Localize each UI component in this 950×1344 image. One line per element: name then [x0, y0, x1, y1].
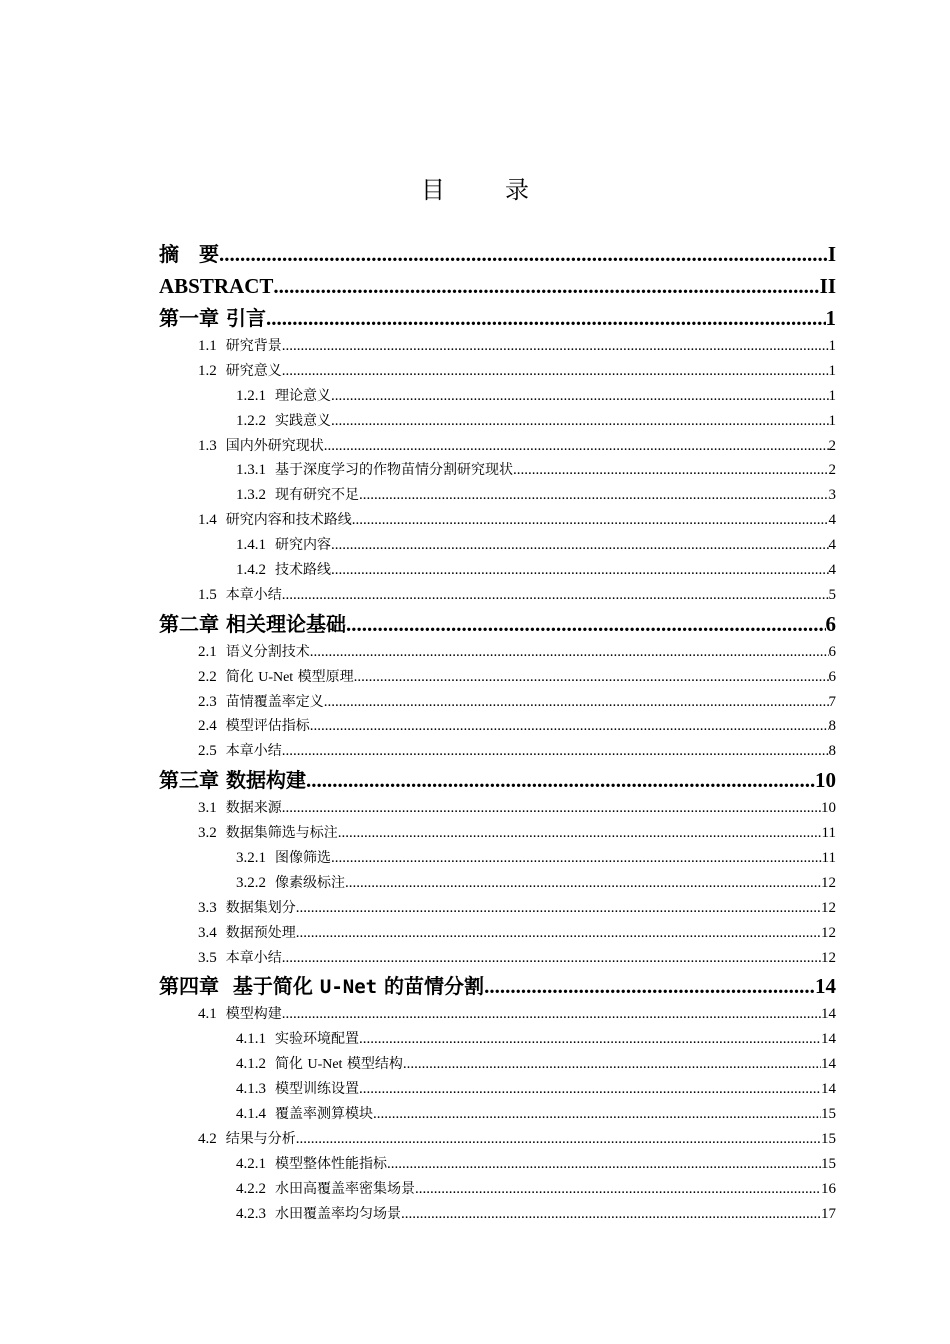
- toc-entry-title: 实践意义: [275, 412, 331, 429]
- toc-leader-dots: [359, 1077, 821, 1102]
- toc-entry-label: [236, 384, 331, 409]
- toc-entry-title: 语义分割技术: [225, 643, 310, 660]
- toc-entry-label: [198, 1127, 296, 1152]
- toc-page-number: 1: [828, 387, 836, 404]
- toc-leader-dots: [324, 690, 829, 715]
- toc-page-number: 2: [828, 462, 836, 479]
- toc-entry-number: 1.5: [198, 586, 217, 603]
- toc-page-number: 5: [828, 586, 836, 603]
- toc-leader-dots: [331, 558, 829, 583]
- toc-page-number: 14: [821, 1031, 836, 1048]
- toc-entry-label: [236, 1027, 359, 1052]
- toc-leader-dots: [282, 359, 829, 384]
- toc-section-entry[interactable]: [159, 1002, 836, 1027]
- toc-entry-label: [198, 946, 282, 971]
- toc-page-number: I: [827, 242, 836, 266]
- toc-leader-dots: [282, 739, 829, 764]
- toc-leader-dots: [387, 1152, 821, 1177]
- toc-entry-title-suffix: 的苗情分割: [377, 974, 485, 999]
- toc-page-number: 15: [821, 1106, 836, 1123]
- toc-page-number: 11: [821, 825, 836, 842]
- toc-section-entry[interactable]: [159, 359, 836, 384]
- toc-leader-dots: [282, 1002, 821, 1027]
- toc-page-number: 16: [821, 1180, 836, 1197]
- toc-entry-number: 3.3: [198, 899, 217, 916]
- toc-page-number: 14: [821, 1056, 836, 1073]
- toc-entry-title: 研究背景: [225, 338, 282, 354]
- toc-entry-label: [236, 1152, 387, 1177]
- toc-entry-title-prefix: 简化: [275, 1056, 308, 1073]
- toc-leader-dots: [282, 334, 829, 359]
- toc-entry-number: 4.2.2: [236, 1180, 266, 1197]
- toc-entry-title: 数据集筛选与标注: [225, 825, 338, 842]
- toc-entry-number: 1.3: [198, 437, 217, 454]
- toc-leader-dots: [296, 921, 821, 946]
- toc-entry-title: 基于深度学习的作物苗情分割研究现状: [275, 462, 513, 479]
- toc-subsection-entry[interactable]: [159, 1202, 836, 1227]
- toc-page-number: 4: [828, 562, 836, 579]
- toc-entry-label: [236, 458, 513, 483]
- toc-section-entry[interactable]: [159, 896, 836, 921]
- toc-entry-number: 3.5: [198, 949, 217, 966]
- toc-entry-number: 4.1.2: [236, 1056, 266, 1073]
- toc-entry-number: 1.1: [198, 338, 217, 354]
- toc-entry-title: 数据集划分: [225, 899, 296, 916]
- toc-entry-title: 研究意义: [225, 362, 282, 379]
- toc-page-number: 1: [825, 306, 836, 330]
- toc-subsection-entry[interactable]: [159, 871, 836, 896]
- toc-leader-dots: [352, 508, 829, 533]
- toc-entry-label: [159, 302, 266, 334]
- toc-entry-label: [159, 608, 346, 640]
- toc-entry-title: ABSTRACT: [159, 274, 274, 298]
- toc-page-number: 3: [828, 487, 836, 504]
- toc-entry-title-latin: U-Net: [307, 1057, 343, 1073]
- toc-leader-dots: [331, 384, 829, 409]
- toc-entry-title-latin: U-Net: [319, 976, 378, 999]
- toc-section-entry[interactable]: [159, 946, 836, 971]
- toc-leader-dots: [331, 846, 822, 871]
- toc-entry-label: [236, 1102, 373, 1127]
- toc-leader-dots: [484, 970, 815, 1002]
- toc-subsection-entry[interactable]: [159, 1077, 836, 1102]
- toc-entry-number: 1.2: [198, 362, 217, 379]
- toc-subsection-entry[interactable]: [159, 1102, 836, 1127]
- toc-page-number: 6: [828, 643, 836, 660]
- toc-entry-label: [198, 1002, 282, 1027]
- toc-section-entry[interactable]: [159, 921, 836, 946]
- toc-subsection-entry[interactable]: [159, 1027, 836, 1052]
- toc-entry-title: 模型评估指标: [225, 718, 310, 735]
- toc-chapter-entry[interactable]: [159, 970, 836, 1002]
- toc-page-number: 15: [821, 1155, 836, 1172]
- toc-entry-title: 结果与分析: [225, 1130, 296, 1147]
- toc-page-number: 11: [821, 850, 836, 867]
- toc-leader-dots: [282, 946, 821, 971]
- toc-chapter-entry[interactable]: [159, 238, 836, 270]
- toc-entry-label: [159, 270, 273, 302]
- toc-entry-title-latin: U-Net: [258, 669, 294, 685]
- toc-page-number: 14: [821, 1006, 836, 1023]
- toc-entry-number: 1.4.2: [236, 562, 266, 579]
- toc-entry-label: [198, 896, 296, 921]
- toc-entry-number: 4.1.3: [236, 1081, 266, 1098]
- toc-leader-dots: [296, 1127, 821, 1152]
- toc-page-number: 12: [821, 949, 836, 966]
- toc-leader-dots: [513, 458, 829, 483]
- toc-entry-title: 实验环境配置: [275, 1031, 359, 1048]
- toc-entry-title-prefix: 第四章 基于简化: [159, 974, 320, 999]
- toc-entry-label: [198, 640, 310, 665]
- toc-page-number: 12: [821, 874, 836, 891]
- toc-leader-dots: [345, 871, 821, 896]
- toc-entry-label: [159, 238, 219, 270]
- toc-entry-title: 覆盖率测算模块: [275, 1106, 373, 1123]
- toc-chapter-entry[interactable]: [159, 608, 836, 640]
- toc-subsection-entry[interactable]: [159, 846, 836, 871]
- toc-entry-title: 研究内容和技术路线: [225, 512, 352, 529]
- toc-page-number: 7: [828, 693, 836, 710]
- toc-entry-label: [159, 764, 306, 796]
- toc-entry-label: [198, 739, 282, 764]
- toc-subsection-entry[interactable]: [159, 409, 836, 434]
- toc-entry-title: 第二章 相关理论基础: [159, 611, 346, 636]
- toc-entry-label: [236, 871, 345, 896]
- toc-leader-dots: [346, 608, 826, 640]
- toc-leader-dots: [282, 796, 821, 821]
- toc-page-number: 14: [821, 1081, 836, 1098]
- toc-subsection-entry[interactable]: [159, 483, 836, 508]
- toc-entry-title: 国内外研究现状: [225, 437, 324, 454]
- toc-leader-dots: [373, 1102, 821, 1127]
- toc-section-entry[interactable]: [159, 821, 836, 846]
- toc-entry-number: 1.4: [198, 512, 217, 529]
- toc-page-number: 1: [828, 362, 836, 379]
- toc-entry-title-prefix: 简化: [225, 668, 259, 685]
- toc-entry-title: 理论意义: [275, 387, 331, 404]
- toc-section-entry[interactable]: [159, 640, 836, 665]
- toc-entry-title: 本章小结: [225, 586, 282, 603]
- toc-page-number: 10: [815, 768, 836, 793]
- toc-entry-title: 摘 要: [159, 242, 219, 266]
- toc-page-number: 1: [828, 338, 836, 354]
- toc-entry-label: [236, 1202, 401, 1227]
- toc-entry-title: 现有研究不足: [275, 487, 359, 504]
- toc-leader-dots: [331, 409, 829, 434]
- toc-page-number: 17: [821, 1205, 836, 1222]
- toc-entry-number: 4.2: [198, 1130, 217, 1147]
- toc-page-number: II: [819, 274, 836, 298]
- toc-page-number: 12: [821, 899, 836, 916]
- toc-entry-title: 研究内容: [275, 537, 331, 554]
- toc-section-entry[interactable]: [159, 334, 836, 359]
- toc-entry-number: 3.2: [198, 825, 217, 842]
- toc-leader-dots: [310, 640, 829, 665]
- toc-subsection-entry[interactable]: [159, 1052, 836, 1077]
- toc-section-entry[interactable]: [159, 739, 836, 764]
- toc-entry-label: [198, 359, 282, 384]
- toc-entry-label: [198, 796, 282, 821]
- toc-entry-label: [198, 508, 352, 533]
- toc-entry-number: 3.4: [198, 924, 217, 941]
- toc-entry-label: [198, 434, 324, 459]
- toc-entry-title-suffix: 模型结构: [342, 1056, 403, 1073]
- toc-entry-number: 3.2.1: [236, 850, 266, 867]
- toc-entry-number: 4.2.3: [236, 1205, 266, 1222]
- toc-entry-label: [236, 533, 331, 558]
- toc-page-number: 8: [828, 743, 836, 760]
- toc-leader-dots: [296, 896, 821, 921]
- toc-entry-title: 数据预处理: [225, 924, 296, 941]
- toc-entry-number: 2.1: [198, 643, 217, 660]
- toc-entry-label: [198, 921, 296, 946]
- toc-page-number: 8: [828, 718, 836, 735]
- toc-entry-number: 2.5: [198, 743, 217, 760]
- toc-leader-dots: [219, 238, 828, 270]
- toc-page-number: 6: [825, 611, 836, 636]
- toc-section-entry[interactable]: [159, 583, 836, 608]
- toc-entry-title: 模型构建: [225, 1006, 282, 1023]
- toc-leader-dots: [306, 764, 815, 796]
- toc-subsection-entry[interactable]: [159, 1152, 836, 1177]
- toc-entry-title: 像素级标注: [275, 874, 345, 891]
- toc-entry-title: 模型训练设置: [275, 1081, 359, 1098]
- toc-section-entry[interactable]: [159, 714, 836, 739]
- toc-entry-title: 本章小结: [225, 743, 282, 760]
- toc-entry-label: [236, 846, 331, 871]
- toc-entry-number: 1.3.2: [236, 487, 266, 504]
- toc-leader-dots: [359, 483, 829, 508]
- toc-entry-label: [236, 1177, 415, 1202]
- toc-entry-number: 2.2: [198, 668, 217, 685]
- toc-leader-dots: [331, 533, 829, 558]
- toc-entry-number: 4.1.1: [236, 1031, 266, 1048]
- toc-page-number: 1: [828, 412, 836, 429]
- toc-chapter-entry[interactable]: [159, 302, 836, 334]
- toc-entry-number: 2.3: [198, 693, 217, 710]
- toc-entry-label: [198, 583, 282, 608]
- toc-chapter-entry[interactable]: [159, 764, 836, 796]
- toc-entry-number: 1.3.1: [236, 462, 266, 479]
- toc-page-number: 15: [821, 1130, 836, 1147]
- toc-entry-title: 苗情覆盖率定义: [225, 693, 324, 710]
- toc-entry-label: [198, 334, 282, 359]
- page-title: 目 录: [421, 176, 547, 204]
- toc-entry-number: 2.4: [198, 718, 217, 735]
- toc-leader-dots: [273, 270, 819, 302]
- toc-entry-number: 4.2.1: [236, 1155, 266, 1172]
- toc-page-number: 14: [815, 974, 836, 999]
- toc-section-entry[interactable]: [159, 434, 836, 459]
- toc-subsection-entry[interactable]: [159, 458, 836, 483]
- toc-leader-dots: [266, 302, 826, 334]
- toc-entry-number: 1.4.1: [236, 537, 266, 554]
- toc-entry-title: 图像筛选: [275, 850, 331, 867]
- toc-subsection-entry[interactable]: [159, 1177, 836, 1202]
- toc-entry-label: [236, 558, 331, 583]
- toc-chapter-entry[interactable]: [159, 270, 836, 302]
- table-of-contents: [159, 238, 836, 1227]
- toc-entry-title: 水田覆盖率均匀场景: [275, 1205, 401, 1222]
- toc-entry-title-suffix: 模型原理: [293, 668, 354, 685]
- toc-section-entry[interactable]: [159, 690, 836, 715]
- toc-section-entry[interactable]: [159, 1127, 836, 1152]
- toc-entry-number: 3.2.2: [236, 874, 266, 891]
- toc-leader-dots: [359, 1027, 821, 1052]
- toc-entry-label: [236, 483, 359, 508]
- toc-page-number: 6: [828, 668, 836, 685]
- toc-entry-title: 模型整体性能指标: [275, 1155, 387, 1172]
- toc-entry-title: 第三章 数据构建: [159, 768, 306, 793]
- toc-entry-label: [198, 821, 338, 846]
- toc-entry-title: 第一章 引言: [159, 306, 266, 330]
- toc-leader-dots: [403, 1052, 821, 1077]
- toc-page-number: 4: [828, 537, 836, 554]
- toc-entry-number: 1.2.2: [236, 412, 266, 429]
- toc-entry-number: 1.2.1: [236, 387, 266, 404]
- toc-subsection-entry[interactable]: [159, 558, 836, 583]
- toc-page-number: 2: [828, 437, 836, 454]
- toc-entry-label: [236, 1077, 359, 1102]
- toc-entry-label: [236, 409, 331, 434]
- toc-entry-label: [159, 970, 484, 1003]
- toc-entry-title: 数据来源: [225, 800, 282, 817]
- toc-page-number: 10: [821, 800, 836, 817]
- toc-leader-dots: [282, 583, 829, 608]
- toc-leader-dots: [415, 1177, 821, 1202]
- toc-leader-dots: [310, 714, 829, 739]
- toc-entry-number: 4.1.4: [236, 1106, 266, 1123]
- toc-entry-title: 本章小结: [225, 949, 282, 966]
- toc-leader-dots: [354, 665, 829, 690]
- toc-entry-label: [198, 665, 354, 691]
- toc-section-entry[interactable]: [159, 796, 836, 821]
- toc-subsection-entry[interactable]: [159, 533, 836, 558]
- toc-leader-dots: [401, 1202, 821, 1227]
- toc-entry-title: 技术路线: [275, 562, 331, 579]
- toc-leader-dots: [338, 821, 822, 846]
- toc-entry-label: [236, 1052, 403, 1078]
- toc-subsection-entry[interactable]: [159, 384, 836, 409]
- toc-entry-number: 4.1: [198, 1006, 217, 1023]
- toc-entry-number: 3.1: [198, 800, 217, 817]
- toc-page-number: 12: [821, 924, 836, 941]
- toc-entry-label: [198, 690, 324, 715]
- toc-entry-label: [198, 714, 310, 739]
- toc-section-entry[interactable]: [159, 508, 836, 533]
- toc-section-entry[interactable]: [159, 665, 836, 690]
- toc-leader-dots: [324, 434, 829, 459]
- toc-entry-title: 水田高覆盖率密集场景: [275, 1180, 415, 1197]
- toc-page-number: 4: [828, 512, 836, 529]
